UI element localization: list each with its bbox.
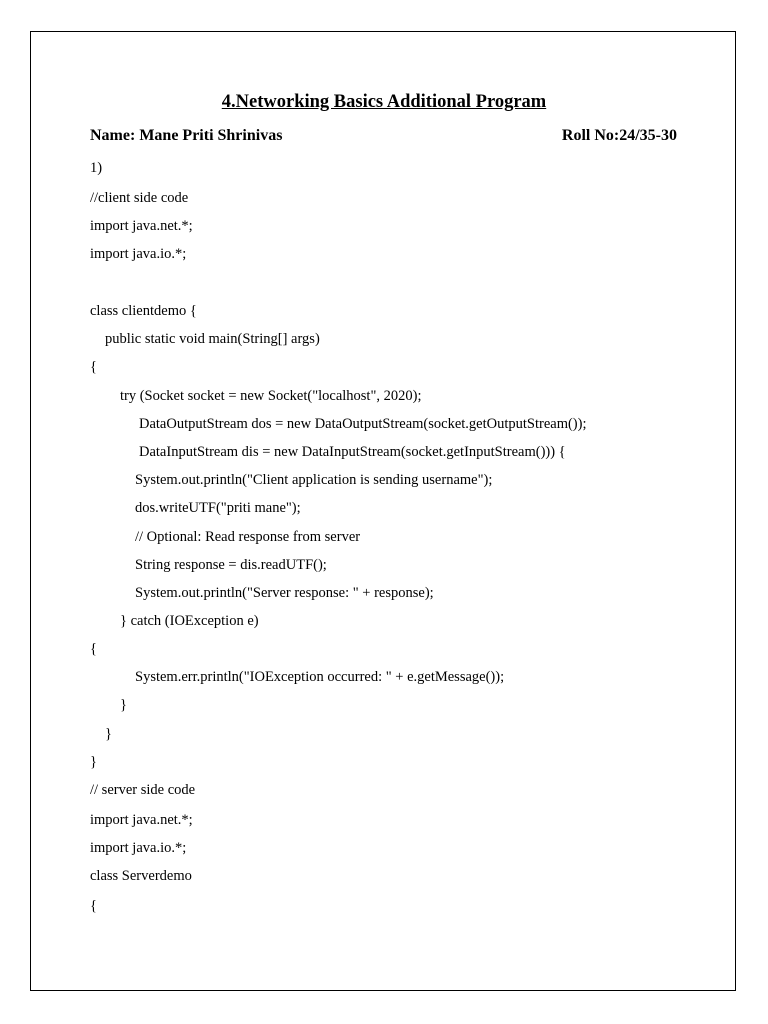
code-line: dos.writeUTF("priti mane");: [135, 500, 301, 516]
code-line: // Optional: Read response from server: [135, 529, 361, 545]
code-line: }: [105, 726, 112, 742]
code-line: class clientdemo {: [90, 303, 197, 319]
code-line: }: [90, 754, 97, 770]
code-line: // server side code: [90, 782, 196, 798]
code-line: 1): [90, 160, 103, 176]
student-name: Name: Mane Priti Shrinivas: [90, 127, 283, 144]
code-line: import java.io.*;: [90, 840, 187, 856]
code-line: {: [90, 898, 97, 914]
code-line: public static void main(String[] args): [105, 331, 320, 347]
document-title: 4.Networking Basics Additional Program: [221, 92, 547, 112]
code-line: import java.io.*;: [90, 246, 187, 262]
code-line: //client side code: [90, 190, 189, 206]
code-line: System.out.println("Client application is sending username");: [135, 472, 493, 488]
code-line: {: [90, 641, 97, 657]
roll-number: Roll No:24/35-30: [561, 127, 677, 144]
code-line: DataInputStream dis = new DataInputStream(socket.getInputStream())) {: [139, 444, 566, 460]
code-line: {: [90, 359, 97, 375]
code-line: import java.net.*;: [90, 218, 193, 234]
code-line: class Serverdemo: [90, 868, 192, 884]
code-line: } catch (IOException e): [120, 613, 259, 629]
code-line: try (Socket socket = new Socket("localhost", 2020);: [120, 388, 422, 404]
code-line: String response = dis.readUTF();: [135, 557, 327, 573]
code-line: import java.net.*;: [90, 812, 193, 828]
code-line: System.err.println("IOException occurred: " + e.getMessage());: [135, 669, 505, 685]
code-line: System.out.println("Server response: " + response);: [135, 585, 434, 601]
code-line: }: [120, 697, 127, 713]
code-line: DataOutputStream dos = new DataOutputStream(socket.getOutputStream());: [139, 416, 587, 432]
